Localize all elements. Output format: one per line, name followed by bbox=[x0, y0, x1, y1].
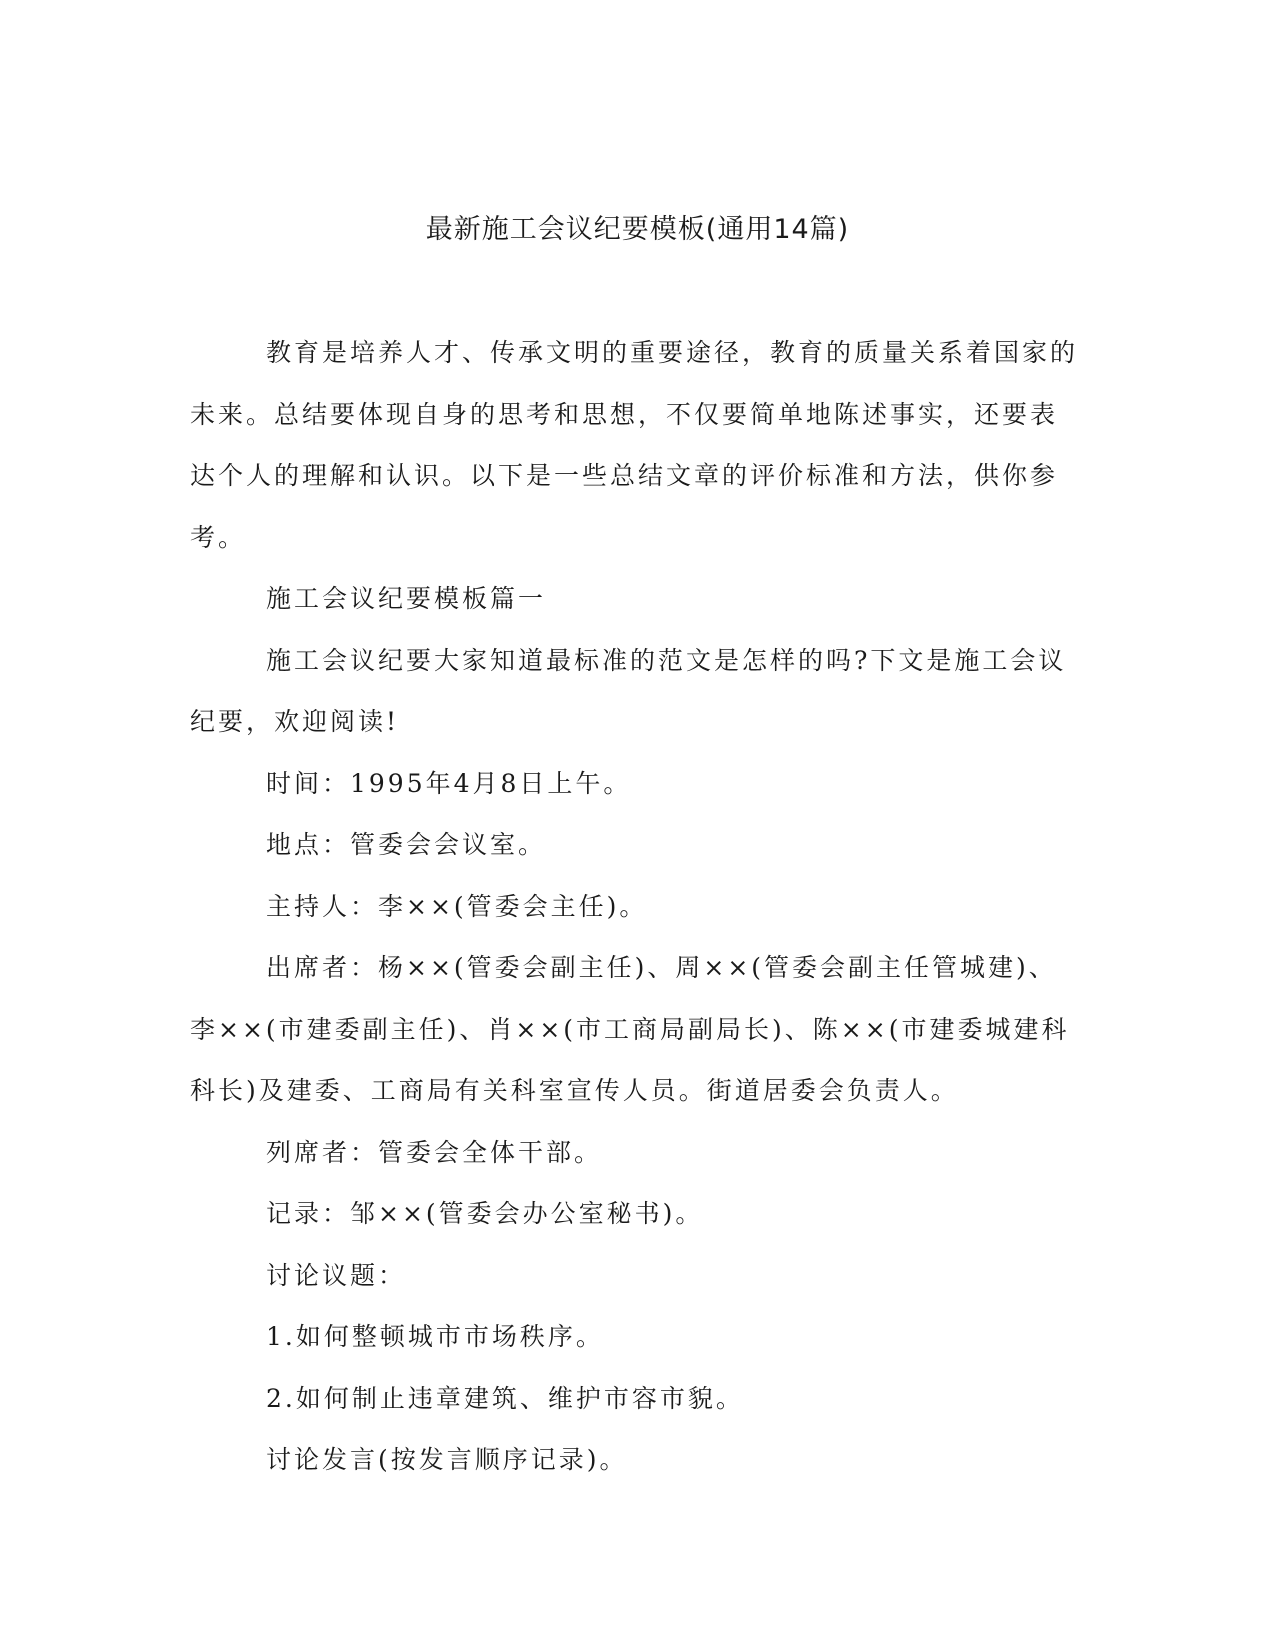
meeting-host: 主持人：李××(管委会主任)。 bbox=[266, 891, 648, 921]
meeting-recorder: 记录：邹××(管委会办公室秘书)。 bbox=[266, 1199, 704, 1228]
meeting-location: 地点：管委会会议室。 bbox=[266, 830, 547, 859]
discussion-topics-heading: 讨论议题： bbox=[266, 1260, 407, 1290]
discussion-topic-item: 2.如何制止违章建筑、维护市容市貌。 bbox=[266, 1383, 744, 1413]
document-title: 最新施工会议纪要模板(通用14篇) bbox=[425, 214, 850, 245]
meeting-time: 时间：1995年4月8日上午。 bbox=[266, 768, 632, 798]
document-body bbox=[190, 322, 1080, 1491]
discussion-remarks-heading: 讨论发言(按发言顺序记录)。 bbox=[266, 1445, 628, 1474]
meeting-attendees: 出席者：杨××(管委会副主任)、周××(管委会副主任管城建)、李××(市建委副主任)、肖××(市工商局副局长)、陈××(市建委城建科科长)及建委、工商局有关科室宣传人员。街道居委会负责人。 bbox=[190, 953, 1070, 1105]
section-heading: 施工会议纪要模板篇一 bbox=[266, 584, 547, 613]
discussion-topic-item: 1.如何整顿城市市场秩序。 bbox=[266, 1322, 604, 1351]
meeting-observers: 列席者：管委会全体干部。 bbox=[266, 1137, 603, 1167]
section-intro-paragraph: 施工会议纪要大家知道最标准的范文是怎样的吗?下文是施工会议纪要，欢迎阅读! bbox=[190, 645, 1067, 736]
intro-paragraph: 教育是培养人才、传承文明的重要途径，教育的质量关系着国家的未来。总结要体现自身的思考和思想，不仅要简单地陈述事实，还要表达个人的理解和认识。以下是一些总结文章的评价标准和方法，供你参考。 bbox=[190, 338, 1079, 552]
